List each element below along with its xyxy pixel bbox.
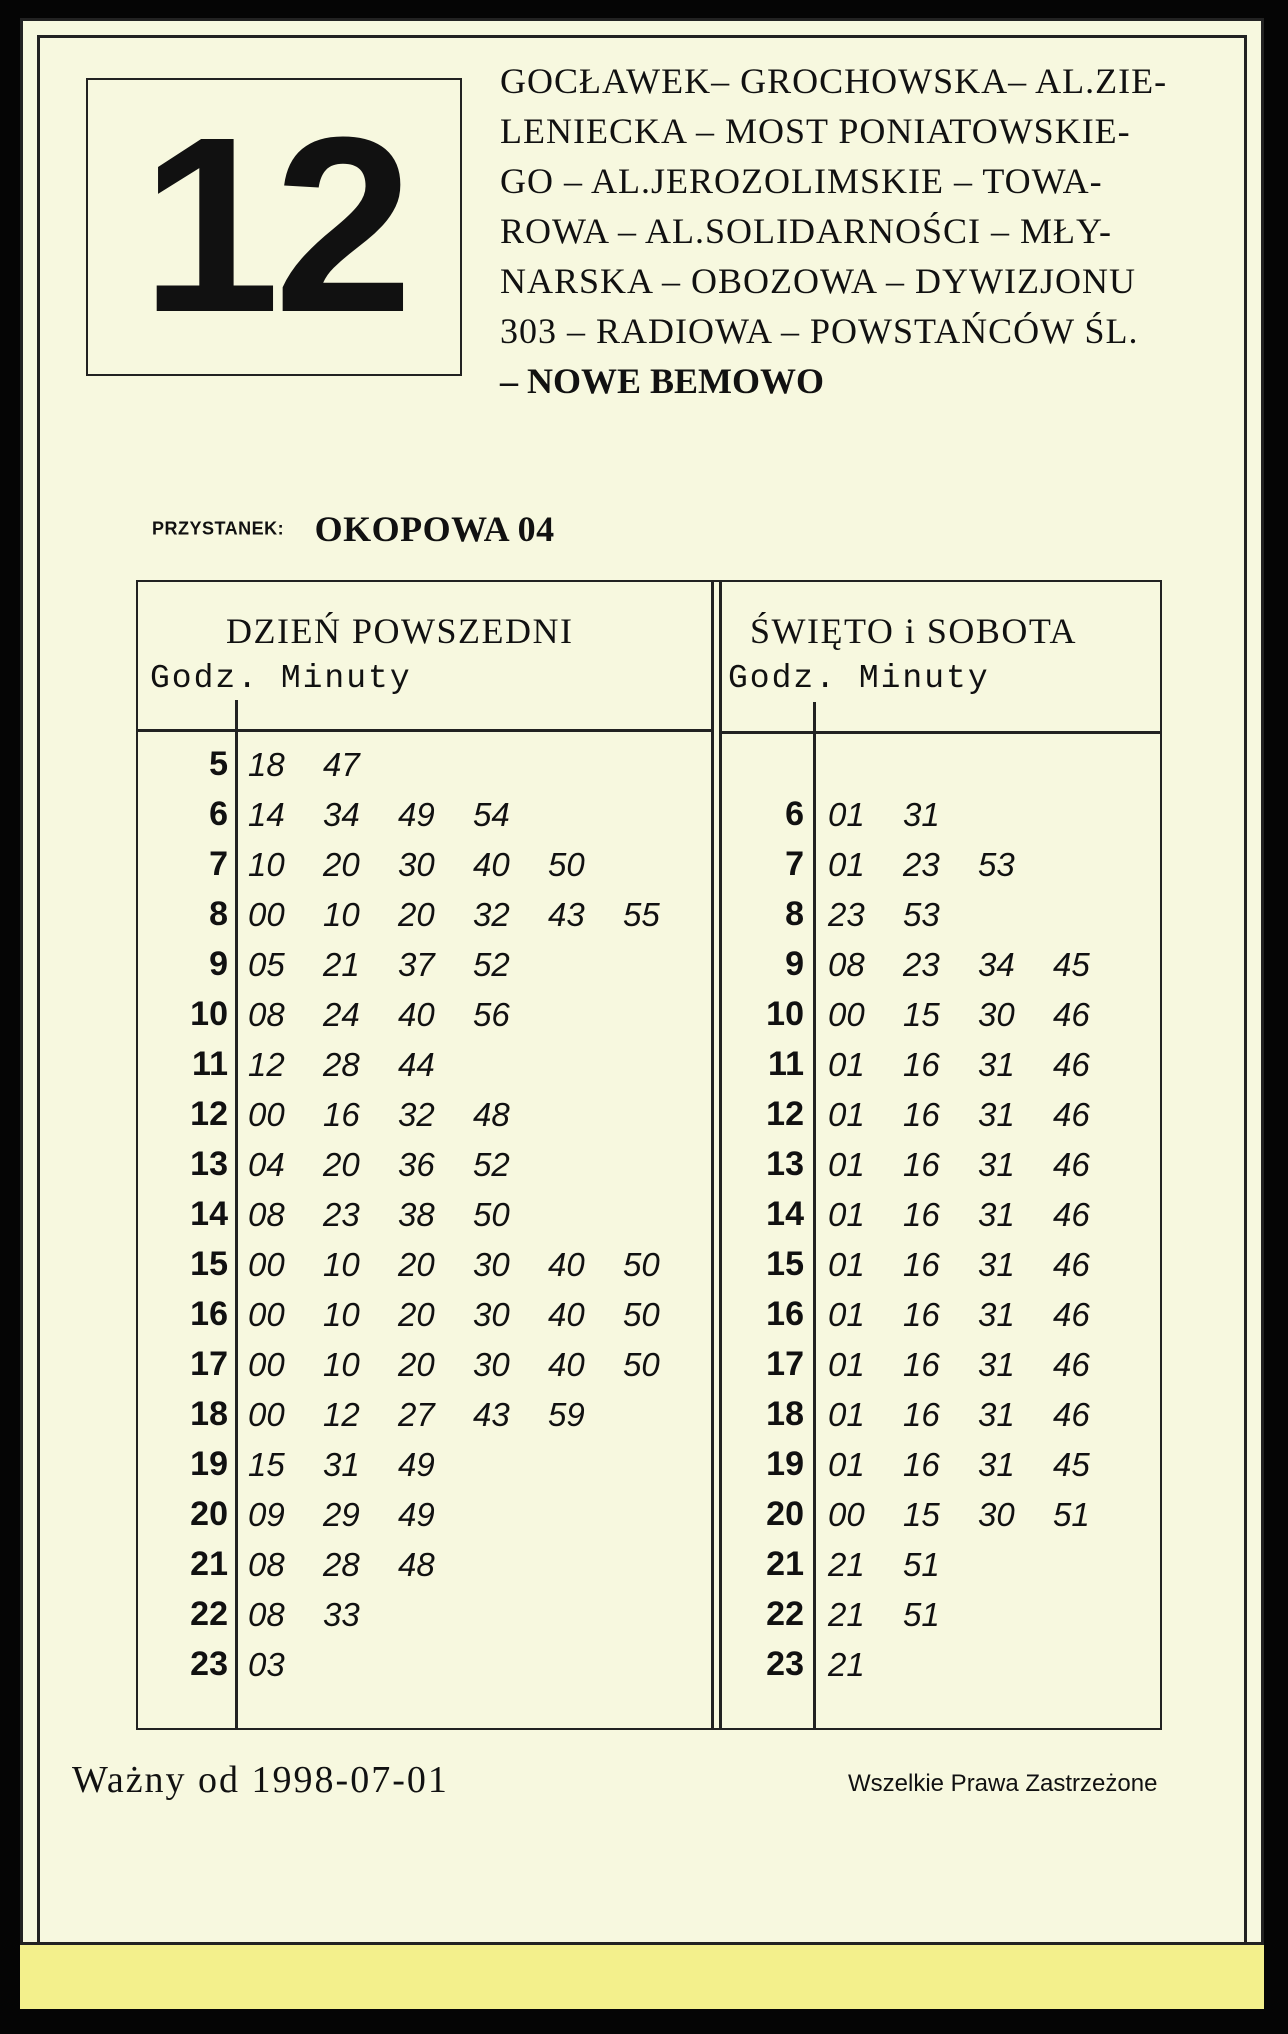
minute-value: 16 <box>903 1446 940 1483</box>
minute-value: 15 <box>903 1496 940 1533</box>
minute-value: 10 <box>323 896 360 933</box>
minute-value: 16 <box>903 1396 940 1433</box>
minute-value: 10 <box>323 1246 360 1283</box>
minute-value: 20 <box>398 896 435 933</box>
hour-label: 12 <box>190 1095 228 1133</box>
minute-value: 32 <box>473 896 510 933</box>
minute-value: 01 <box>828 796 865 833</box>
minute-value: 51 <box>1053 1496 1090 1533</box>
minute-value: 21 <box>828 1646 865 1683</box>
minute-value: 15 <box>248 1446 285 1483</box>
hour-column-line <box>235 700 238 1728</box>
stop-name: OKOPOWA 04 <box>314 509 555 549</box>
minute-value: 16 <box>903 1346 940 1383</box>
minute-value: 47 <box>323 746 360 783</box>
minute-value: 15 <box>903 996 940 1033</box>
hour-label: 11 <box>192 1045 228 1083</box>
minutes-list <box>828 946 1128 984</box>
minute-value: 31 <box>978 1196 1015 1233</box>
minute-value: 16 <box>903 1046 940 1083</box>
minute-value: 48 <box>473 1096 510 1133</box>
minute-value: 36 <box>398 1146 435 1183</box>
minute-value: 08 <box>248 1546 285 1583</box>
hour-label: 17 <box>766 1345 804 1383</box>
minute-value: 05 <box>248 946 285 983</box>
hour-label: 5 <box>209 745 228 783</box>
minute-value: 45 <box>1053 1446 1090 1483</box>
minute-value: 00 <box>248 1396 285 1433</box>
minute-value: 50 <box>623 1346 660 1383</box>
minute-value: 56 <box>473 996 510 1033</box>
minute-value: 20 <box>323 1146 360 1183</box>
hour-label: 10 <box>190 995 228 1033</box>
route-number-box <box>86 78 462 376</box>
minute-value: 31 <box>978 1246 1015 1283</box>
minute-value: 00 <box>828 996 865 1033</box>
minutes-list <box>248 1196 548 1234</box>
minute-value: 01 <box>828 1096 865 1133</box>
hour-label: 14 <box>190 1195 228 1233</box>
hour-label: 9 <box>785 945 804 983</box>
minute-value: 52 <box>473 1146 510 1183</box>
minute-value: 31 <box>978 1046 1015 1083</box>
minutes-list <box>248 1596 398 1634</box>
hour-label: 13 <box>766 1145 804 1183</box>
minute-value: 10 <box>248 846 285 883</box>
minute-value: 20 <box>323 846 360 883</box>
minute-value: 53 <box>978 846 1015 883</box>
minute-value: 45 <box>1053 946 1090 983</box>
minute-value: 09 <box>248 1496 285 1533</box>
minutes-list <box>828 1246 1128 1284</box>
minute-value: 21 <box>323 946 360 983</box>
minute-value: 49 <box>398 1496 435 1533</box>
hour-label: 6 <box>209 795 228 833</box>
minute-value: 08 <box>248 1196 285 1233</box>
header-separator <box>720 731 1160 734</box>
minute-value: 49 <box>398 796 435 833</box>
minute-value: 53 <box>903 896 940 933</box>
minute-value: 54 <box>473 796 510 833</box>
route-line: ROWA – AL.SOLIDARNOŚCI – MŁY- <box>500 211 1113 251</box>
minute-value: 01 <box>828 1196 865 1233</box>
minutes-list <box>248 1346 698 1384</box>
minutes-list <box>248 796 548 834</box>
hour-label: 13 <box>190 1145 228 1183</box>
minute-value: 20 <box>398 1246 435 1283</box>
hour-label: 10 <box>766 995 804 1033</box>
minute-value: 27 <box>398 1396 435 1433</box>
minute-value: 01 <box>828 846 865 883</box>
minute-value: 23 <box>828 896 865 933</box>
minute-value: 52 <box>473 946 510 983</box>
minutes-list <box>828 1146 1128 1184</box>
minute-value: 46 <box>1053 1396 1090 1433</box>
hour-label: 21 <box>766 1545 804 1583</box>
holiday-subtitle: Godz. Minuty <box>728 660 990 697</box>
minutes-list <box>828 1596 978 1634</box>
minute-value: 10 <box>323 1346 360 1383</box>
route-line: GOCŁAWEK– GROCHOWSKA– AL.ZIE- <box>500 61 1168 101</box>
hour-label: 14 <box>766 1195 804 1233</box>
hour-label: 23 <box>190 1645 228 1683</box>
minute-value: 01 <box>828 1446 865 1483</box>
minute-value: 46 <box>1053 1346 1090 1383</box>
minute-value: 16 <box>903 1146 940 1183</box>
minute-value: 20 <box>398 1296 435 1333</box>
minute-value: 31 <box>978 1146 1015 1183</box>
minutes-list <box>248 1396 623 1434</box>
route-line: GO – AL.JEROZOLIMSKIE – TOWA- <box>500 161 1103 201</box>
minutes-list <box>248 846 623 884</box>
minute-value: 08 <box>248 1596 285 1633</box>
minute-value: 51 <box>903 1596 940 1633</box>
hour-label: 17 <box>190 1345 228 1383</box>
hour-label: 21 <box>190 1545 228 1583</box>
hour-label: 7 <box>785 845 804 883</box>
minutes-list <box>828 1096 1128 1134</box>
minutes-list <box>828 1296 1128 1334</box>
minutes-list <box>828 1646 903 1684</box>
minute-value: 31 <box>978 1446 1015 1483</box>
route-line: – NOWE BEMOWO <box>500 361 825 401</box>
minute-value: 51 <box>903 1546 940 1583</box>
minute-value: 50 <box>623 1246 660 1283</box>
minute-value: 30 <box>473 1296 510 1333</box>
minute-value: 31 <box>323 1446 360 1483</box>
minutes-list <box>828 1046 1128 1084</box>
hour-label: 7 <box>209 845 228 883</box>
minutes-list <box>248 946 548 984</box>
minutes-list <box>828 996 1128 1034</box>
minute-value: 08 <box>248 996 285 1033</box>
minute-value: 43 <box>548 896 585 933</box>
minutes-list <box>248 996 548 1034</box>
hour-label: 20 <box>190 1495 228 1533</box>
minute-value: 40 <box>398 996 435 1033</box>
minutes-list <box>248 1146 548 1184</box>
minute-value: 29 <box>323 1496 360 1533</box>
minute-value: 21 <box>828 1596 865 1633</box>
minute-value: 01 <box>828 1246 865 1283</box>
hour-label: 23 <box>766 1645 804 1683</box>
minute-value: 30 <box>473 1246 510 1283</box>
minutes-list <box>828 796 978 834</box>
minute-value: 16 <box>903 1196 940 1233</box>
hour-label: 16 <box>190 1295 228 1333</box>
minute-value: 16 <box>903 1096 940 1133</box>
minute-value: 46 <box>1053 1196 1090 1233</box>
holiday-title: ŚWIĘTO i SOBOTA <box>750 611 1077 651</box>
minute-value: 30 <box>473 1346 510 1383</box>
hour-label: 15 <box>766 1245 804 1283</box>
minute-value: 37 <box>398 946 435 983</box>
minute-value: 40 <box>473 846 510 883</box>
hour-label: 12 <box>766 1095 804 1133</box>
minute-value: 20 <box>398 1346 435 1383</box>
hour-label: 22 <box>190 1595 228 1633</box>
hour-label: 8 <box>209 895 228 933</box>
minutes-list <box>248 1496 473 1534</box>
minutes-list <box>248 1046 473 1084</box>
minutes-list <box>248 896 698 934</box>
minute-value: 46 <box>1053 1146 1090 1183</box>
minute-value: 50 <box>473 1196 510 1233</box>
minute-value: 24 <box>323 996 360 1033</box>
stop-label: PRZYSTANEK: <box>152 518 285 539</box>
minute-value: 33 <box>323 1596 360 1633</box>
minute-value: 46 <box>1053 1296 1090 1333</box>
minute-value: 31 <box>978 1346 1015 1383</box>
minute-value: 04 <box>248 1146 285 1183</box>
minute-value: 23 <box>903 946 940 983</box>
minute-value: 32 <box>398 1096 435 1133</box>
minute-value: 00 <box>248 1346 285 1383</box>
yellow-strip <box>20 1942 1264 2009</box>
weekday-subtitle: Godz. Minuty <box>150 660 412 697</box>
minutes-list <box>828 1446 1128 1484</box>
valid-from: Ważny od 1998-07-01 <box>72 1759 449 1801</box>
minutes-list <box>248 1296 698 1334</box>
minute-value: 55 <box>623 896 660 933</box>
minute-value: 00 <box>248 896 285 933</box>
minute-value: 21 <box>828 1546 865 1583</box>
minute-value: 00 <box>248 1296 285 1333</box>
minutes-list <box>828 1546 978 1584</box>
minute-value: 43 <box>473 1396 510 1433</box>
hour-label: 20 <box>766 1495 804 1533</box>
minute-value: 18 <box>248 746 285 783</box>
minute-value: 46 <box>1053 1096 1090 1133</box>
hour-label: 19 <box>190 1445 228 1483</box>
minute-value: 40 <box>548 1296 585 1333</box>
minute-value: 03 <box>248 1646 285 1683</box>
minutes-list <box>248 1646 323 1684</box>
hour-label: 6 <box>785 795 804 833</box>
minute-value: 34 <box>978 946 1015 983</box>
minute-value: 00 <box>828 1496 865 1533</box>
stop-row <box>152 508 555 550</box>
minute-value: 46 <box>1053 996 1090 1033</box>
minute-value: 59 <box>548 1396 585 1433</box>
minute-value: 50 <box>548 846 585 883</box>
hour-label: 22 <box>766 1595 804 1633</box>
minute-value: 40 <box>548 1246 585 1283</box>
header-separator <box>138 729 712 732</box>
minutes-list <box>248 746 398 784</box>
route-number: 12 <box>140 85 408 364</box>
minutes-list <box>248 1096 548 1134</box>
minutes-list <box>828 1346 1128 1384</box>
minute-value: 50 <box>623 1296 660 1333</box>
minute-value: 08 <box>828 946 865 983</box>
minute-value: 01 <box>828 1346 865 1383</box>
minutes-list <box>248 1546 473 1584</box>
route-line: 303 – RADIOWA – POWSTAŃCÓW ŚL. <box>500 311 1139 351</box>
minute-value: 30 <box>978 996 1015 1033</box>
minute-value: 16 <box>903 1296 940 1333</box>
minute-value: 31 <box>978 1296 1015 1333</box>
minute-value: 28 <box>323 1046 360 1083</box>
minute-value: 46 <box>1053 1046 1090 1083</box>
minute-value: 34 <box>323 796 360 833</box>
minute-value: 01 <box>828 1046 865 1083</box>
minute-value: 30 <box>398 846 435 883</box>
hour-label: 16 <box>766 1295 804 1333</box>
minute-value: 31 <box>978 1396 1015 1433</box>
minute-value: 44 <box>398 1046 435 1083</box>
minute-value: 28 <box>323 1546 360 1583</box>
minute-value: 14 <box>248 796 285 833</box>
minute-value: 00 <box>248 1096 285 1133</box>
hour-label: 15 <box>190 1245 228 1283</box>
minute-value: 38 <box>398 1196 435 1233</box>
minute-value: 49 <box>398 1446 435 1483</box>
minutes-list <box>828 1196 1128 1234</box>
hour-label: 18 <box>766 1395 804 1433</box>
minutes-list <box>828 1496 1128 1534</box>
hour-label: 19 <box>766 1445 804 1483</box>
route-line: NARSKA – OBOZOWA – DYWIZJONU <box>500 261 1136 301</box>
minute-value: 31 <box>903 796 940 833</box>
rights-notice: Wszelkie Prawa Zastrzeżone <box>848 1770 1158 1797</box>
minute-value: 12 <box>323 1396 360 1433</box>
hour-label: 18 <box>190 1395 228 1433</box>
hour-label: 8 <box>785 895 804 933</box>
minute-value: 01 <box>828 1296 865 1333</box>
minute-value: 16 <box>903 1246 940 1283</box>
minute-value: 46 <box>1053 1246 1090 1283</box>
minutes-list <box>828 846 1053 884</box>
hour-label: 11 <box>768 1045 804 1083</box>
minute-value: 31 <box>978 1096 1015 1133</box>
minutes-list <box>248 1446 473 1484</box>
minute-value: 00 <box>248 1246 285 1283</box>
route-description <box>500 56 1240 406</box>
minute-value: 23 <box>903 846 940 883</box>
minutes-list <box>248 1246 698 1284</box>
timetable-table <box>136 580 1162 1730</box>
minute-value: 40 <box>548 1346 585 1383</box>
minutes-list <box>828 896 978 934</box>
minute-value: 30 <box>978 1496 1015 1533</box>
minute-value: 01 <box>828 1146 865 1183</box>
hour-column-line <box>813 702 816 1728</box>
minute-value: 12 <box>248 1046 285 1083</box>
minute-value: 48 <box>398 1546 435 1583</box>
minute-value: 23 <box>323 1196 360 1233</box>
hour-label: 9 <box>209 945 228 983</box>
minute-value: 16 <box>323 1096 360 1133</box>
weekday-title: DZIEŃ POWSZEDNI <box>226 611 574 651</box>
minute-value: 10 <box>323 1296 360 1333</box>
minutes-list <box>828 1396 1128 1434</box>
route-line: LENIECKA – MOST PONIATOWSKIE- <box>500 111 1131 151</box>
minute-value: 01 <box>828 1396 865 1433</box>
